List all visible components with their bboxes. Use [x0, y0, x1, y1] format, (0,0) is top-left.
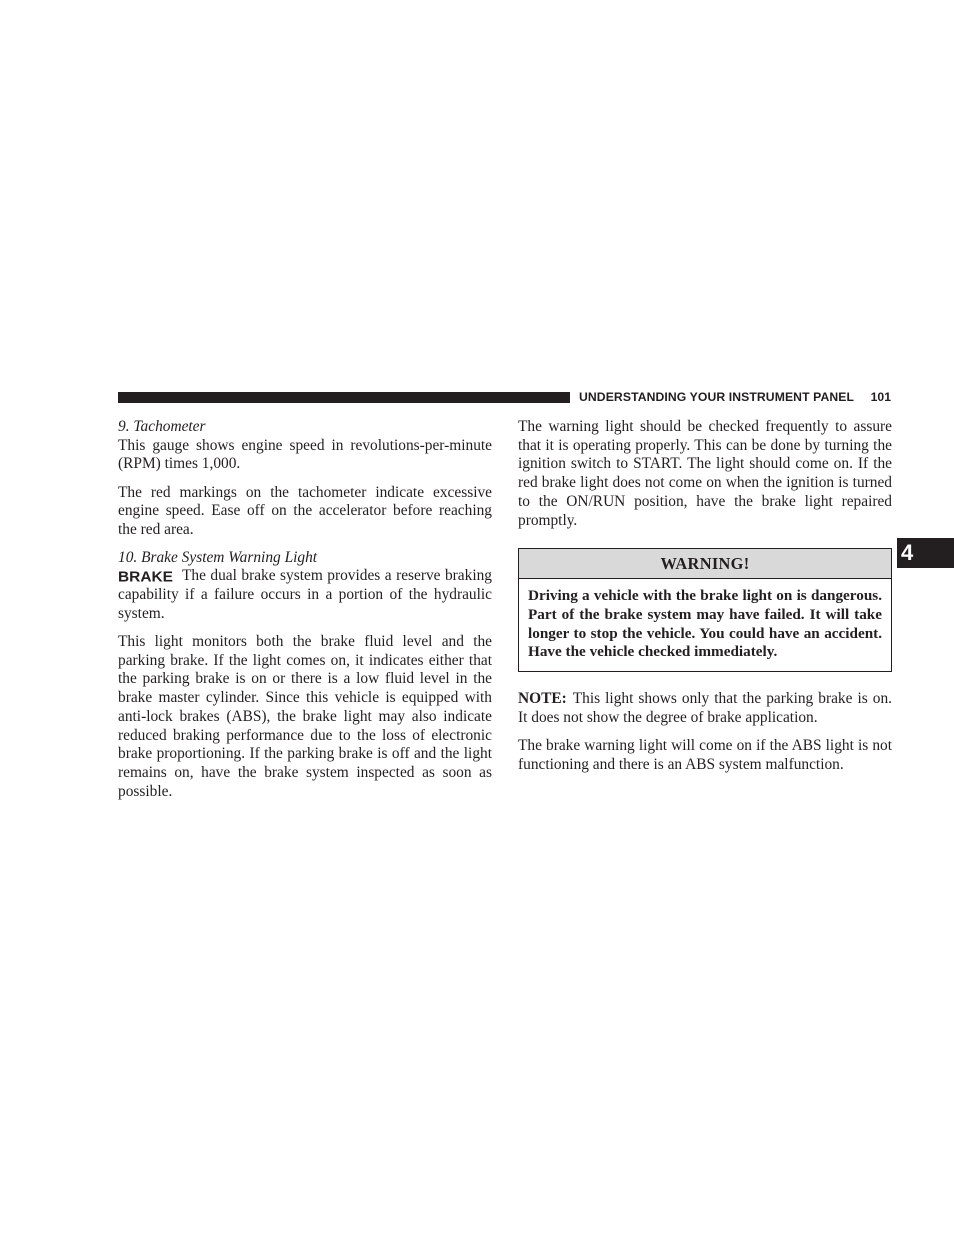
- brake-icon-text: BRAKE: [118, 569, 174, 584]
- note-text: This light shows only that the parking brake is on. It does not show the degree of brake application.: [518, 690, 892, 726]
- tachometer-paragraph-1: This gauge shows engine speed in revolutions-per-minute (RPM) times 1,000.: [118, 436, 492, 473]
- brake-warning-icon: [118, 569, 176, 583]
- section-title: UNDERSTANDING YOUR INSTRUMENT PANEL: [579, 390, 855, 404]
- header-rule: [118, 392, 570, 403]
- chapter-tab: [897, 538, 954, 568]
- warning-title: WARNING!: [519, 549, 891, 579]
- note-label: NOTE:: [518, 690, 567, 708]
- chapter-number: 4: [901, 540, 914, 565]
- check-light-paragraph: The warning light should be checked frequently to assure that it is operating properly. This can be done by turning the ignition switch to START. The light should come on. If the red brake light does not come on when the ignition is turned to the ON/RUN position, have the brake light repaired promptly.: [518, 418, 892, 529]
- brake-paragraph-2: This light monitors both the brake fluid level and the parking brake. If the light comes on, it indicates either that the parking brake is on or there is a low fluid level in the brake master cylinder. Since this vehicle is equipped with anti-lock brakes (ABS), the brake light may also indicate reduced braking performance due to the loss of electronic brake proportioning. If the parking brake is off and the light remains on, have the brake system inspected as soon as possible.: [118, 633, 492, 800]
- brake-paragraph-1: The dual brake system provides a reserve braking capability if a failure occurs in a portion of the hydraulic system.: [118, 567, 492, 622]
- abs-paragraph: The brake warning light will come on if the ABS light is not functioning and there is an ABS system malfunction.: [518, 736, 892, 773]
- brake-intro: [118, 567, 492, 623]
- running-header: [118, 390, 891, 406]
- page-number: 101: [870, 390, 891, 404]
- tachometer-paragraph-2: The red markings on the tachometer indicate excessive engine speed. Ease off on the accelerator before reaching the red area.: [118, 483, 492, 539]
- tachometer-heading: 9. Tachometer: [118, 418, 206, 435]
- warning-text: Driving a vehicle with the brake light on is dangerous. Part of the brake system may have failed. It will take longer to stop the vehicle. You could have an accident. Have the vehicle checked immediately.: [528, 587, 882, 661]
- right-column: [518, 418, 892, 774]
- warning-box: [518, 548, 892, 672]
- note-paragraph: [518, 690, 892, 727]
- brake-heading: 10. Brake System Warning Light: [118, 548, 318, 566]
- left-column: [118, 418, 492, 801]
